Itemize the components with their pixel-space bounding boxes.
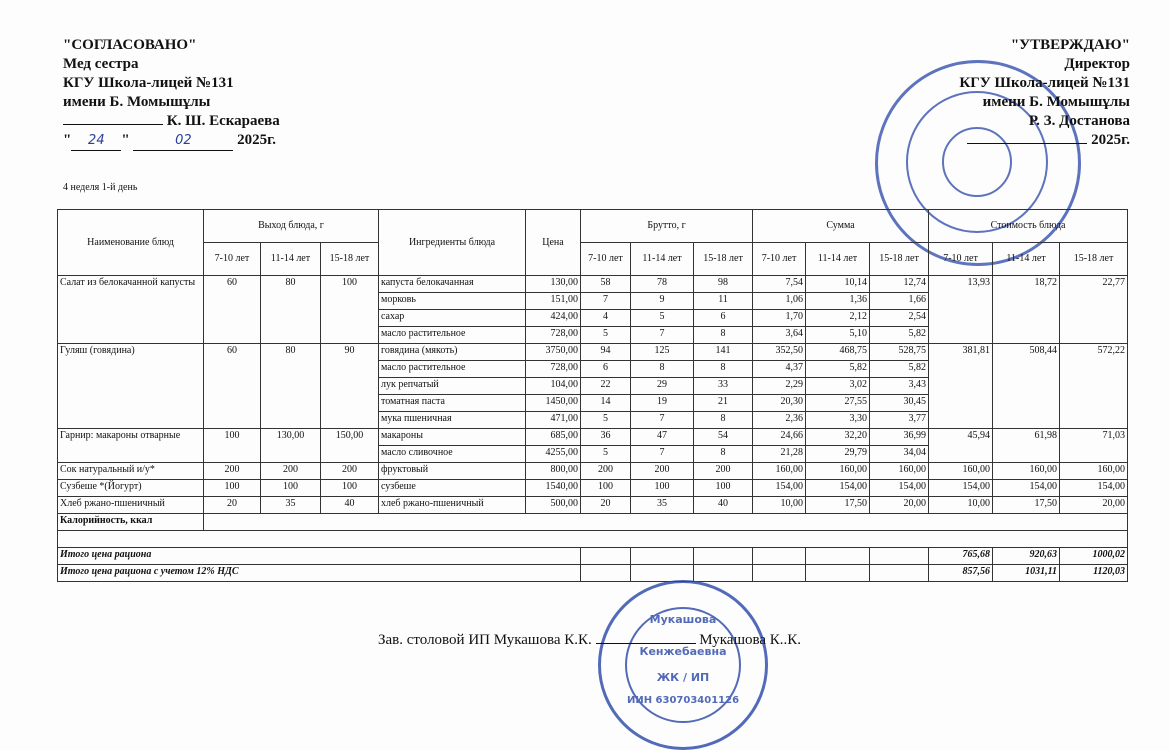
- gross-cell: 5: [581, 412, 631, 429]
- yield-cell: 150,00: [321, 429, 379, 463]
- sum-cell: 154,00: [870, 480, 929, 497]
- total-vat-row: [58, 565, 1128, 582]
- gross-cell: 35: [631, 497, 694, 514]
- cost-cell: 45,94: [929, 429, 993, 463]
- ingredient-cell: хлеб ржано-пшеничный: [379, 497, 526, 514]
- sum-cell: 36,99: [870, 429, 929, 446]
- yield-cell: 80: [261, 344, 321, 429]
- signature-blank: [63, 124, 163, 125]
- age-header: 15-18 лет: [1060, 243, 1128, 276]
- yield-cell: 40: [321, 497, 379, 514]
- header-yield: Выход блюда, г: [204, 210, 379, 243]
- total-label: Итого цена рациона: [58, 548, 581, 565]
- cost-cell: 22,77: [1060, 276, 1128, 344]
- price-cell: 1540,00: [526, 480, 581, 497]
- gross-cell: 8: [694, 412, 753, 429]
- yield-cell: 200: [204, 463, 261, 480]
- calories-label: Калорийность, ккал: [58, 514, 204, 531]
- cost-cell: 10,00: [929, 497, 993, 514]
- total-empty: [631, 548, 694, 565]
- gross-cell: 7: [631, 412, 694, 429]
- left-org-name: имени Б. Момышұлы: [63, 94, 211, 110]
- total-empty: [806, 565, 870, 582]
- ingredient-cell: макароны: [379, 429, 526, 446]
- total-value: 1000,02: [1060, 548, 1128, 565]
- spacer-row: [58, 531, 1128, 548]
- sum-cell: 3,43: [870, 378, 929, 395]
- sum-cell: 5,82: [870, 327, 929, 344]
- gross-cell: 40: [694, 497, 753, 514]
- sum-cell: 12,74: [870, 276, 929, 293]
- left-signature-line: [63, 112, 280, 131]
- gross-cell: 200: [694, 463, 753, 480]
- total-empty: [870, 565, 929, 582]
- price-cell: 728,00: [526, 361, 581, 378]
- cost-cell: 572,22: [1060, 344, 1128, 429]
- table-row: [58, 463, 1128, 480]
- price-cell: 4255,00: [526, 446, 581, 463]
- sum-cell: 1,66: [870, 293, 929, 310]
- gross-cell: 6: [581, 361, 631, 378]
- cost-cell: 160,00: [1060, 463, 1128, 480]
- table-row: [58, 480, 1128, 497]
- ip-round-stamp: [598, 580, 768, 750]
- sum-cell: 352,50: [753, 344, 806, 361]
- sum-cell: 528,75: [870, 344, 929, 361]
- gross-cell: 36: [581, 429, 631, 446]
- header-cost: Стоимость блюда: [929, 210, 1128, 243]
- yield-cell: 130,00: [261, 429, 321, 463]
- sum-cell: 34,04: [870, 446, 929, 463]
- cost-cell: 20,00: [1060, 497, 1128, 514]
- ingredient-cell: масло растительное: [379, 361, 526, 378]
- age-header: 11-14 лет: [631, 243, 694, 276]
- gross-cell: 100: [581, 480, 631, 497]
- gross-cell: 58: [581, 276, 631, 293]
- right-signer: Р. З. Достанова: [1028, 113, 1130, 129]
- gross-cell: 5: [581, 327, 631, 344]
- gross-cell: 200: [581, 463, 631, 480]
- cost-cell: 160,00: [929, 463, 993, 480]
- approval-block-right: [959, 36, 1130, 150]
- yield-cell: 100: [204, 480, 261, 497]
- sum-cell: 1,70: [753, 310, 806, 327]
- gross-cell: 7: [631, 446, 694, 463]
- total-row: [58, 548, 1128, 565]
- sum-cell: 3,64: [753, 327, 806, 344]
- gross-cell: 19: [631, 395, 694, 412]
- footer-left: Зав. столовой ИП Мукашова К.К.: [378, 632, 592, 648]
- cost-cell: 71,03: [1060, 429, 1128, 463]
- calories-row: [58, 514, 1128, 531]
- ip-stamp-given: Кенжебаевна: [639, 645, 727, 658]
- gross-cell: 33: [694, 378, 753, 395]
- gross-cell: 7: [581, 293, 631, 310]
- dish-name: Сузбеше *(Йогурт): [58, 480, 204, 497]
- gross-cell: 5: [581, 446, 631, 463]
- ingredient-cell: фруктовый: [379, 463, 526, 480]
- table-row: [58, 344, 1128, 361]
- sum-cell: 32,20: [806, 429, 870, 446]
- dish-name: Салат из белокачанной капусты: [58, 276, 204, 344]
- sum-cell: 3,02: [806, 378, 870, 395]
- total-label: Итого цена рациона с учетом 12% НДС: [58, 565, 581, 582]
- cost-cell: 61,98: [993, 429, 1060, 463]
- price-cell: 151,00: [526, 293, 581, 310]
- yield-cell: 60: [204, 344, 261, 429]
- gross-cell: 54: [694, 429, 753, 446]
- sum-cell: 30,45: [870, 395, 929, 412]
- gross-cell: 21: [694, 395, 753, 412]
- left-title: "СОГЛАСОВАНО": [63, 37, 197, 53]
- sum-cell: 3,77: [870, 412, 929, 429]
- gross-cell: 8: [694, 327, 753, 344]
- sum-cell: 468,75: [806, 344, 870, 361]
- gross-cell: 8: [631, 361, 694, 378]
- price-cell: 424,00: [526, 310, 581, 327]
- right-role: Директор: [1064, 56, 1130, 72]
- total-empty: [753, 565, 806, 582]
- ingredient-cell: морковь: [379, 293, 526, 310]
- yield-cell: 100: [204, 429, 261, 463]
- age-header: 11-14 лет: [806, 243, 870, 276]
- cost-cell: 13,93: [929, 276, 993, 344]
- cost-cell: 508,44: [993, 344, 1060, 429]
- cost-cell: 160,00: [993, 463, 1060, 480]
- right-org-name: имени Б. Момышұлы: [982, 94, 1130, 110]
- ingredient-cell: сузбеше: [379, 480, 526, 497]
- dish-name: Гарнир: макароны отварные: [58, 429, 204, 463]
- total-value: 1031,11: [993, 565, 1060, 582]
- left-role: Мед сестра: [63, 56, 139, 72]
- ip-stamp-name: Мукашова: [649, 613, 717, 626]
- ingredient-cell: лук репчатый: [379, 378, 526, 395]
- gross-cell: 4: [581, 310, 631, 327]
- ip-stamp-type: ЖК / ИП: [656, 671, 710, 684]
- gross-cell: 22: [581, 378, 631, 395]
- price-cell: 800,00: [526, 463, 581, 480]
- sum-cell: 3,30: [806, 412, 870, 429]
- price-cell: 130,00: [526, 276, 581, 293]
- yield-cell: 100: [321, 276, 379, 344]
- total-empty: [694, 548, 753, 565]
- cost-cell: 154,00: [1060, 480, 1128, 497]
- spacer-cell: [58, 531, 1128, 548]
- price-cell: 500,00: [526, 497, 581, 514]
- gross-cell: 14: [581, 395, 631, 412]
- header-ingredients: Ингредиенты блюда: [379, 210, 526, 276]
- total-empty: [694, 565, 753, 582]
- age-header: 7-10 лет: [929, 243, 993, 276]
- total-empty: [631, 565, 694, 582]
- sum-cell: 29,79: [806, 446, 870, 463]
- left-org: КГУ Школа-лицей №131: [63, 75, 234, 91]
- table-row: [58, 276, 1128, 293]
- right-org: КГУ Школа-лицей №131: [959, 75, 1130, 91]
- sum-cell: 21,28: [753, 446, 806, 463]
- yield-cell: 35: [261, 497, 321, 514]
- yield-cell: 60: [204, 276, 261, 344]
- dish-name: Хлеб ржано-пшеничный: [58, 497, 204, 514]
- age-header: 11-14 лет: [993, 243, 1060, 276]
- age-header: 7-10 лет: [204, 243, 261, 276]
- yield-cell: 100: [261, 480, 321, 497]
- week-note: 4 неделя 1-й день: [63, 182, 138, 193]
- cost-cell: 381,81: [929, 344, 993, 429]
- sum-cell: 154,00: [806, 480, 870, 497]
- left-date: " 24 " 02 2025г.: [63, 131, 280, 151]
- date-blank: [967, 143, 1087, 144]
- gross-cell: 78: [631, 276, 694, 293]
- gross-cell: 9: [631, 293, 694, 310]
- date-month: 02: [133, 131, 233, 151]
- sum-cell: 10,14: [806, 276, 870, 293]
- yield-cell: 200: [321, 463, 379, 480]
- age-header: 15-18 лет: [321, 243, 379, 276]
- gross-cell: 200: [631, 463, 694, 480]
- age-header: 15-18 лет: [870, 243, 929, 276]
- sum-cell: 1,06: [753, 293, 806, 310]
- header-sum: Сумма: [753, 210, 929, 243]
- sum-cell: 27,55: [806, 395, 870, 412]
- price-cell: 3750,00: [526, 344, 581, 361]
- sum-cell: 20,00: [870, 497, 929, 514]
- header-price: Цена: [526, 210, 581, 276]
- gross-cell: 94: [581, 344, 631, 361]
- sum-cell: 154,00: [753, 480, 806, 497]
- ingredient-cell: говядина (мякоть): [379, 344, 526, 361]
- total-value: 765,68: [929, 548, 993, 565]
- date-day: 24: [71, 131, 121, 151]
- ip-stamp-iin: ИИН 630703401126: [626, 695, 740, 706]
- gross-cell: 7: [631, 327, 694, 344]
- right-title: "УТВЕРЖДАЮ": [1010, 37, 1130, 53]
- left-signer: К. Ш. Ескараева: [166, 113, 280, 129]
- age-header-row: [58, 243, 1128, 276]
- total-empty: [581, 548, 631, 565]
- gross-cell: 6: [694, 310, 753, 327]
- right-date-year: 2025г.: [1091, 132, 1130, 148]
- sum-cell: 1,36: [806, 293, 870, 310]
- age-header: 15-18 лет: [694, 243, 753, 276]
- cost-cell: 154,00: [929, 480, 993, 497]
- sum-cell: 5,82: [806, 361, 870, 378]
- gross-cell: 125: [631, 344, 694, 361]
- price-cell: 728,00: [526, 327, 581, 344]
- total-empty: [806, 548, 870, 565]
- gross-cell: 11: [694, 293, 753, 310]
- gross-cell: 100: [694, 480, 753, 497]
- total-empty: [581, 565, 631, 582]
- sum-cell: 2,54: [870, 310, 929, 327]
- total-empty: [870, 548, 929, 565]
- ingredient-cell: сахар: [379, 310, 526, 327]
- sum-cell: 2,36: [753, 412, 806, 429]
- sum-cell: 17,50: [806, 497, 870, 514]
- total-empty: [753, 548, 806, 565]
- cost-cell: 17,50: [993, 497, 1060, 514]
- gross-cell: 98: [694, 276, 753, 293]
- sum-cell: 24,66: [753, 429, 806, 446]
- yield-cell: 20: [204, 497, 261, 514]
- table-body: [58, 276, 1128, 582]
- gross-cell: 8: [694, 446, 753, 463]
- gross-cell: 47: [631, 429, 694, 446]
- gross-cell: 29: [631, 378, 694, 395]
- age-header: 7-10 лет: [753, 243, 806, 276]
- sum-cell: 7,54: [753, 276, 806, 293]
- yield-cell: 200: [261, 463, 321, 480]
- footer-sign-blank: [596, 643, 696, 644]
- calories-empty: [204, 514, 1128, 531]
- price-cell: 1450,00: [526, 395, 581, 412]
- sum-cell: 5,82: [870, 361, 929, 378]
- approval-block-left: [63, 36, 280, 151]
- sum-cell: 2,12: [806, 310, 870, 327]
- dish-name: Сок натуральный и/у*: [58, 463, 204, 480]
- gross-cell: 20: [581, 497, 631, 514]
- yield-cell: 90: [321, 344, 379, 429]
- dish-name: Гуляш (говядина): [58, 344, 204, 429]
- gross-cell: 8: [694, 361, 753, 378]
- menu-table: [57, 209, 1128, 582]
- ingredient-cell: томатная паста: [379, 395, 526, 412]
- cost-cell: 154,00: [993, 480, 1060, 497]
- ingredient-cell: масло растительное: [379, 327, 526, 344]
- age-header: 7-10 лет: [581, 243, 631, 276]
- price-cell: 685,00: [526, 429, 581, 446]
- right-date: [959, 131, 1130, 150]
- ingredient-cell: мука пшеничная: [379, 412, 526, 429]
- gross-cell: 141: [694, 344, 753, 361]
- sum-cell: 160,00: [870, 463, 929, 480]
- header-gross: Брутто, г: [581, 210, 753, 243]
- price-cell: 471,00: [526, 412, 581, 429]
- yield-cell: 100: [321, 480, 379, 497]
- total-value: 920,63: [993, 548, 1060, 565]
- footer-signature: [378, 632, 801, 649]
- sum-cell: 5,10: [806, 327, 870, 344]
- ingredient-cell: капуста белокачанная: [379, 276, 526, 293]
- sum-cell: 4,37: [753, 361, 806, 378]
- table-row: [58, 497, 1128, 514]
- date-year: 2025г.: [237, 132, 277, 148]
- cost-cell: 18,72: [993, 276, 1060, 344]
- header-dish: Наименование блюд: [58, 210, 204, 276]
- table-head: [58, 210, 1128, 276]
- gross-cell: 100: [631, 480, 694, 497]
- sum-cell: 10,00: [753, 497, 806, 514]
- table-row: [58, 429, 1128, 446]
- footer-right: Мукашова К..К.: [699, 632, 802, 648]
- ingredient-cell: масло сливочное: [379, 446, 526, 463]
- total-value: 1120,03: [1060, 565, 1128, 582]
- price-cell: 104,00: [526, 378, 581, 395]
- sum-cell: 160,00: [753, 463, 806, 480]
- sum-cell: 20,30: [753, 395, 806, 412]
- yield-cell: 80: [261, 276, 321, 344]
- sum-cell: 2,29: [753, 378, 806, 395]
- sum-cell: 160,00: [806, 463, 870, 480]
- total-value: 857,56: [929, 565, 993, 582]
- age-header: 11-14 лет: [261, 243, 321, 276]
- gross-cell: 5: [631, 310, 694, 327]
